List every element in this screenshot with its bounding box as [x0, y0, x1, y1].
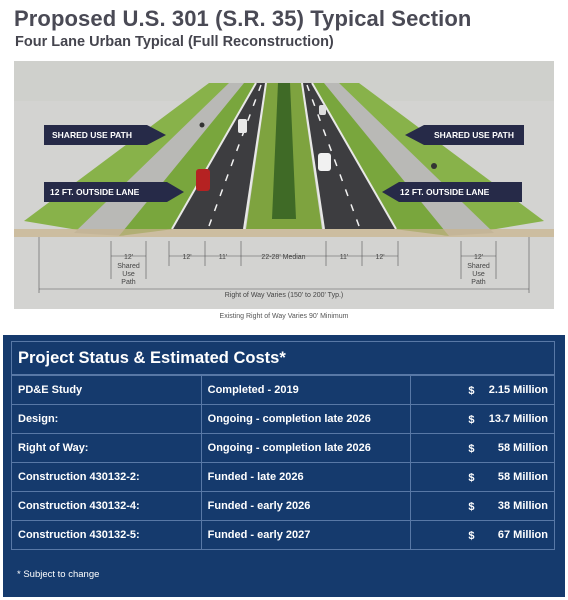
- dim-left-path-width: 12': [123, 254, 134, 261]
- cost-cell: [411, 376, 555, 405]
- dim-right-inner-lane: 11': [339, 254, 349, 261]
- phase-cell: Construction 430132-2:: [12, 463, 202, 492]
- amount: 58 Million: [497, 442, 548, 454]
- status-cell: Funded - early 2027: [201, 521, 411, 550]
- dim-right-of-way: Right of Way Varies (150' to 200' Typ.): [224, 292, 344, 299]
- dim-median: 22-28' Median: [261, 254, 306, 261]
- phase-cell: Design:: [12, 405, 202, 434]
- dim-left-inner-lane: 11': [218, 254, 228, 261]
- currency-symbol: $: [468, 443, 475, 455]
- white-car-right: [318, 153, 331, 171]
- currency-symbol: $: [468, 501, 475, 513]
- label-outside-lane-right-text: 12 FT. OUTSIDE LANE: [400, 187, 490, 197]
- project-status-panel: [3, 335, 565, 597]
- amount: 2.15 Million: [488, 384, 548, 396]
- left-pedestrian: [200, 123, 205, 128]
- footnote: * Subject to change: [17, 569, 100, 580]
- cost-cell: [411, 405, 555, 434]
- distant-car: [319, 105, 326, 115]
- label-shared-use-path-left-text: SHARED USE PATH: [52, 130, 132, 140]
- page-title: Proposed U.S. 301 (S.R. 35) Typical Section: [14, 6, 472, 31]
- dim-right-path-label-3: Path: [471, 279, 486, 286]
- figure-caption: Existing Right of Way Varies 90' Minimum: [219, 313, 349, 320]
- cost-cell: [411, 434, 555, 463]
- status-cell: Ongoing - completion late 2026: [201, 405, 411, 434]
- status-cell: Ongoing - completion late 2026: [201, 434, 411, 463]
- label-shared-use-path-right-text: SHARED USE PATH: [434, 130, 514, 140]
- phase-cell: Construction 430132-4:: [12, 492, 202, 521]
- costs-table: [11, 375, 555, 550]
- dim-right-path-label-2: Use: [472, 271, 485, 278]
- typical-section-rendering: [14, 61, 554, 309]
- status-cell: Funded - early 2026: [201, 492, 411, 521]
- currency-symbol: $: [468, 472, 475, 484]
- dim-right-path-width: 12': [473, 254, 484, 261]
- table-row: [12, 521, 555, 550]
- amount: 13.7 Million: [488, 413, 548, 425]
- cost-cell: [411, 521, 555, 550]
- currency-symbol: $: [468, 414, 475, 426]
- dim-right-outer-lane: 12': [375, 254, 385, 261]
- table-row: [12, 376, 555, 405]
- currency-symbol: $: [468, 530, 475, 542]
- label-outside-lane-left-text: 12 FT. OUTSIDE LANE: [50, 187, 140, 197]
- typical-section-figure: [14, 61, 554, 309]
- page-subtitle: Four Lane Urban Typical (Full Reconstruction): [15, 34, 334, 50]
- red-car: [196, 169, 210, 191]
- amount: 67 Million: [497, 529, 548, 541]
- table-row: [12, 492, 555, 521]
- dim-right-path-label-1: Shared: [467, 263, 490, 270]
- dim-left-path-label-2: Use: [122, 271, 135, 278]
- costs-title: Project Status & Estimated Costs*: [11, 341, 555, 375]
- right-pedestrian: [431, 163, 437, 169]
- dim-left-path-label-1: Shared: [117, 263, 140, 270]
- status-cell: Completed - 2019: [201, 376, 411, 405]
- dim-left-outer-lane: 12': [182, 254, 192, 261]
- currency-symbol: $: [468, 385, 475, 397]
- table-row: [12, 463, 555, 492]
- phase-cell: Right of Way:: [12, 434, 202, 463]
- amount: 58 Million: [497, 471, 548, 483]
- white-car-left: [238, 119, 247, 133]
- phase-cell: PD&E Study: [12, 376, 202, 405]
- amount: 38 Million: [497, 500, 548, 512]
- dim-left-path-label-3: Path: [121, 279, 136, 286]
- cost-cell: [411, 492, 555, 521]
- phase-cell: Construction 430132-5:: [12, 521, 202, 550]
- soil-band: [14, 229, 554, 237]
- status-cell: Funded - late 2026: [201, 463, 411, 492]
- cost-cell: [411, 463, 555, 492]
- table-row: [12, 405, 555, 434]
- table-row: [12, 434, 555, 463]
